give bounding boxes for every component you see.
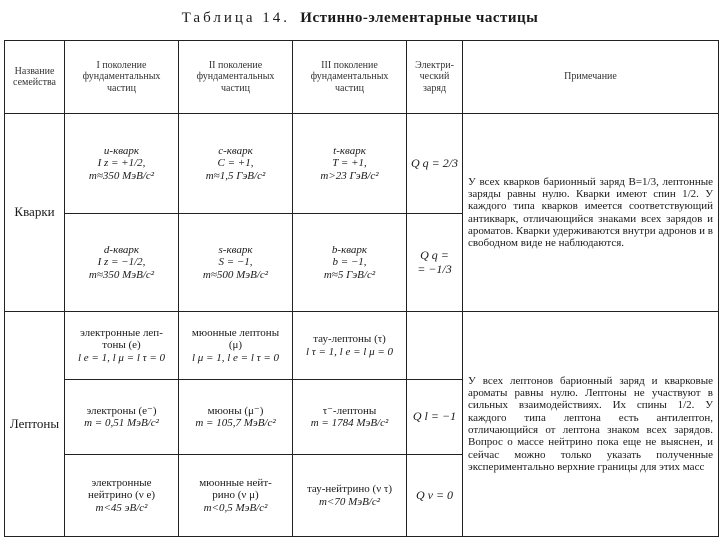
quark-row-up <box>5 114 719 214</box>
family-quarks: Кварки <box>5 114 65 312</box>
cell-d-quark: d-кварк I z = −1/2, m≈350 МэВ/c² <box>65 214 179 312</box>
note-leptons: У всех лептонов барионный заряд и кварковые ароматы равны нулю. Лептоны не участвуют в сильных взаимодействиях. Их спины 1/2. У каждого типа лептона есть антилептон, отличающийся от лептона знаком всех зарядов. Вопрос о массе нейтрино пока еще не выяснен, и сейчас можно только указать полученные экспериментально верхние границы для этих масс <box>463 312 719 537</box>
cell-muon-leptons: мюонные лептоны (μ) l μ = 1, l e = l τ = 0 <box>179 312 293 380</box>
cell-b-quark: b-кварк b = −1, m≈5 ГэВ/c² <box>293 214 407 312</box>
cell-s-quark: s-кварк S = −1, m≈500 МэВ/c² <box>179 214 293 312</box>
cell-c-quark: c-кварк C = +1, m≈1,5 ГэВ/c² <box>179 114 293 214</box>
cell-electron-leptons: электронные леп- тоны (e) l e = 1, l μ = l τ = 0 <box>65 312 179 380</box>
header-generation-1: I поколение фундаментальных частиц <box>65 41 179 114</box>
charge-up-type: Q q = 2/3 <box>407 114 463 214</box>
charge-down-type: Q q = = −1/3 <box>407 214 463 312</box>
header-generation-3: III поколение фундаментальных частиц <box>293 41 407 114</box>
charge-charged-leptons: Q l = −1 <box>407 380 463 455</box>
cell-electron: электроны (e⁻) m = 0,51 МэВ/c² <box>65 380 179 455</box>
header-generation-2: II поколение фундаментальных частиц <box>179 41 293 114</box>
table-number: Таблица 14. <box>181 10 291 26</box>
table-title <box>0 10 720 27</box>
cell-t-quark: t-кварк T = +1, m>23 ГэВ/c² <box>293 114 407 214</box>
note-quarks: У всех кварков барионный заряд B=1/3, лептонные заряды равны нулю. Кварки имеют спин 1/2. У каждого типа кварков имеется соответствующий антикварк, отличающийся знаками всех зарядов и ароматов. Кварки удерживаются внутри адронов и в свободном виде не наблюдаются. <box>463 114 719 312</box>
cell-tau: τ⁻-лептоны m = 1784 МэВ/c² <box>293 380 407 455</box>
cell-muon-neutrino: мюонные нейт- рино (ν μ) m<0,5 МэВ/c² <box>179 455 293 537</box>
header-charge: Электри- ческий заряд <box>407 41 463 114</box>
cell-u-quark: u-кварк I z = +1/2, m≈350 МэВ/c² <box>65 114 179 214</box>
cell-tau-leptons: тау-лептоны (τ) l τ = 1, l e = l μ = 0 <box>293 312 407 380</box>
particles-table <box>4 40 719 537</box>
family-leptons: Лептоны <box>5 312 65 537</box>
cell-muon: мюоны (μ⁻) m = 105,7 МэВ/c² <box>179 380 293 455</box>
charge-lepton-flavors <box>407 312 463 380</box>
table-name: Истинно-элементарные частицы <box>300 10 539 26</box>
header-family: Название семейства <box>5 41 65 114</box>
cell-tau-neutrino: тау-нейтрино (ν τ) m<70 МэВ/c² <box>293 455 407 537</box>
charge-neutrinos: Q ν = 0 <box>407 455 463 537</box>
lepton-row-flavors <box>5 312 719 380</box>
cell-electron-neutrino: электронные нейтрино (ν e) m<45 эВ/c² <box>65 455 179 537</box>
header-note: Примечание <box>463 41 719 114</box>
header-row <box>5 41 719 114</box>
